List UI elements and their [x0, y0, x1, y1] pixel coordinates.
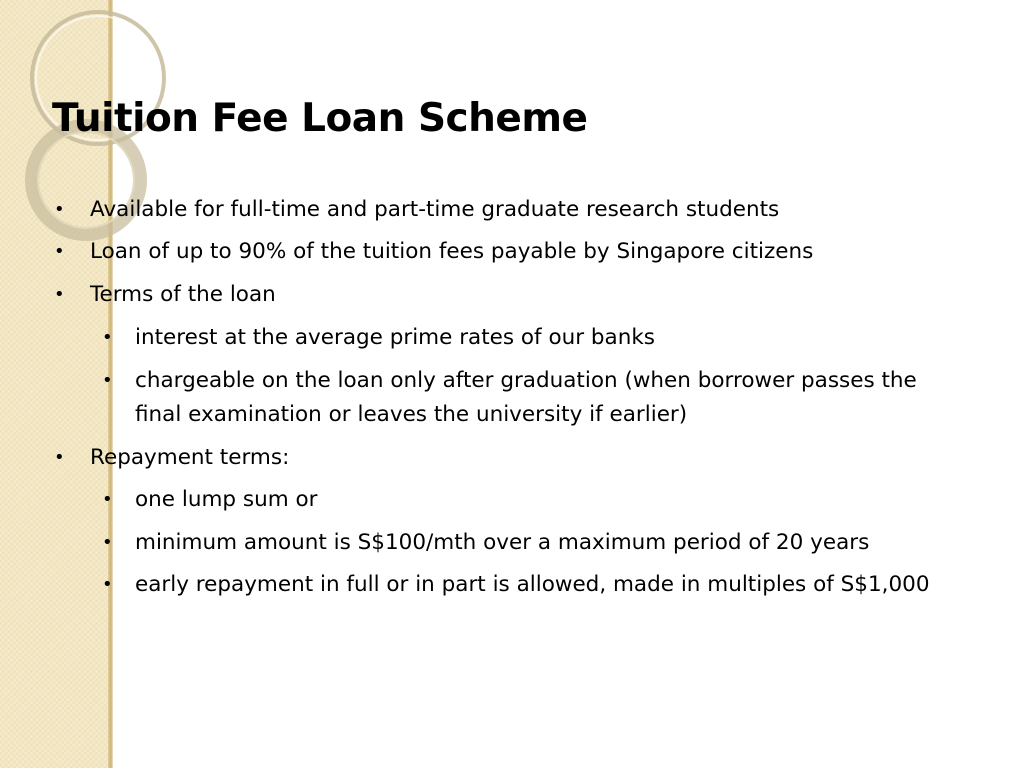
bullet-icon: •: [102, 327, 113, 348]
list-item: [54, 441, 290, 475]
list-item: [102, 526, 870, 560]
list-item-text: chargeable on the loan only after graduation (when borrower passes the: [135, 368, 917, 393]
list-item-text: interest at the average prime rates of our banks: [135, 325, 656, 350]
list-item: [102, 483, 318, 517]
list-item: [102, 321, 656, 355]
list-item-continuation: [135, 398, 687, 432]
bullet-icon: •: [54, 241, 65, 262]
list-item-text: Available for full-time and part-time graduate research students: [90, 197, 780, 222]
bullet-icon: •: [102, 532, 113, 553]
list-item: [102, 364, 917, 398]
slide-title: Tuition Fee Loan Scheme: [52, 96, 588, 141]
list-item-text: Repayment terms:: [90, 445, 290, 470]
bullet-icon: •: [54, 447, 65, 468]
list-item-text: early repayment in full or in part is allowed, made in multiples of S$1,000: [135, 572, 930, 597]
list-item-text: final examination or leaves the university if earlier): [135, 402, 688, 427]
bullet-icon: •: [102, 370, 113, 391]
list-item-text: one lump sum or: [135, 487, 318, 512]
list-item: [54, 235, 814, 269]
list-item-text: Loan of up to 90% of the tuition fees payable by Singapore citizens: [90, 239, 814, 264]
bullet-icon: •: [102, 489, 113, 510]
list-item: [54, 193, 780, 227]
list-item: [54, 278, 276, 312]
bullet-icon: •: [54, 284, 65, 305]
list-item-text: minimum amount is S$100/mth over a maximum period of 20 years: [135, 530, 870, 555]
list-item: [102, 568, 930, 602]
bullet-icon: •: [102, 574, 113, 595]
list-item-text: Terms of the loan: [90, 282, 276, 307]
bullet-icon: •: [54, 199, 65, 220]
